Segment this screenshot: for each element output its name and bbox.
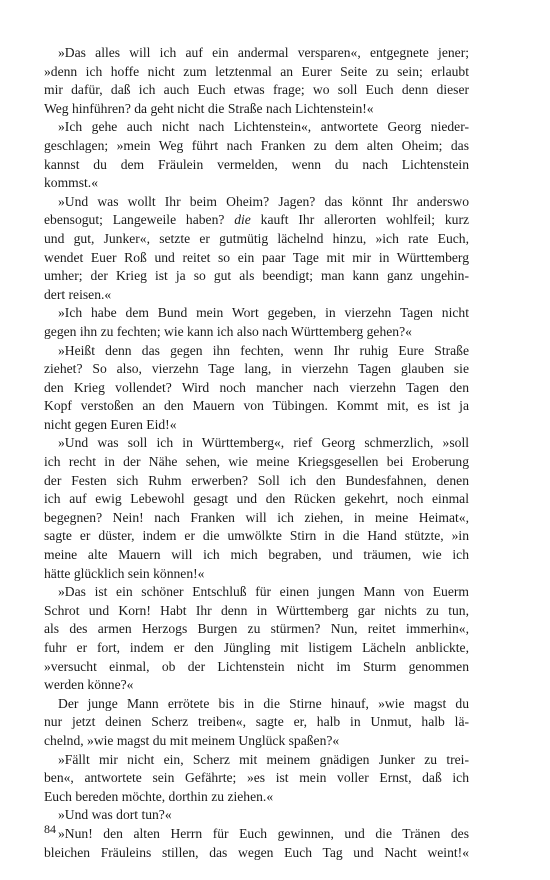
text-line: dert reisen.« — [44, 286, 112, 302]
text-line: chelnd, »wie magst du mit meinem Unglück spaßen?« — [44, 732, 340, 748]
text-line: meine alte Mauern will ich mich begraben, und träumen, wie ich — [44, 547, 469, 563]
text-line: »versucht einmal, ob der Lichtenstein nicht im Sturm genommen — [44, 658, 469, 674]
paragraph — [44, 304, 469, 341]
text-line: nicht gegen Euren Eid!« — [44, 416, 177, 432]
text-line: ben«, antwortete sein Gefährte; »es ist mein voller Ernst, daß ich — [44, 770, 469, 786]
text-line: »Und was wollt Ihr beim Oheim? Jagen? das könnt Ihr anderswo — [58, 193, 469, 209]
text-line: geschlagen; »mein Weg führt nach Franken zu dem alten Oheim; das — [44, 137, 469, 153]
text-line: Weg hinführen? da geht nicht die Straße nach Lichtenstein!« — [44, 100, 374, 116]
text-line: ebensogut; Langeweile haben? die kauft Ihr allerorten wohlfeil; kurz — [44, 212, 469, 228]
text-line: Euch bereden möchte, dorthin zu ziehen.« — [44, 788, 274, 804]
text-line: »Heißt denn das gegen ihn fechten, wenn Ihr ruhig Eure Straße — [58, 342, 469, 358]
text-line: umher; der Krieg ist ja so gut als beendigt; man kann ganz ungehin- — [44, 268, 469, 284]
text-line: werden könne?« — [44, 677, 134, 693]
text-line: sagte er düster, indem er die umwölkte Stirn in die Hand stützte, »in — [44, 528, 469, 544]
text-line: der Festen sich Ruhm erwerben? Soll ich den Bundesfahnen, denen — [44, 472, 469, 488]
page-number: 84 — [44, 822, 56, 836]
text-line: Schrot und Korn! Habt Ihr denn in Württemberg gar nichts zu tun, — [44, 602, 469, 618]
paragraph — [44, 342, 469, 435]
text-line: »denn ich hoffe nicht zum letztenmal an Eurer Seite zu sein; erlaubt — [44, 63, 469, 79]
text-line: ich auf ewig Lebewohl gesagt und den Rücken gekehrt, noch einmal — [44, 491, 469, 507]
text-line: Der junge Mann errötete bis in die Stirne hinauf, »wie magst du — [58, 695, 469, 711]
text-line: »Und was soll ich in Württemberg«, rief Georg schmerzlich, »soll — [58, 435, 469, 451]
text-line: kannst du dem Fräulein vermelden, wenn du nach Lichtenstein — [44, 156, 469, 172]
paragraph — [44, 434, 469, 583]
text-line: mir dafür, daß ich auch Euch etwas frage; wo soll Euch denn dieser — [44, 82, 469, 98]
text-line: »Ich habe dem Bund mein Wort gegeben, in vierzehn Tagen nicht — [58, 305, 469, 321]
text-line: gegen ihn zu fechten; wie kann ich also nach Württemberg gehen?« — [44, 323, 412, 339]
text-line: den Krieg vollendet? Wird noch mancher nach vierzehn Tagen den — [44, 379, 469, 395]
text-line: »Das ist ein schöner Entschluß für einen jungen Mann von Euerm — [58, 584, 469, 600]
text-line: »Fällt mir nicht ein, Scherz mit meinem gnädigen Junker zu trei- — [58, 751, 469, 767]
text-line: als des armen Herzogs Burgen zu stürmen? Nun, reitet immerhin«, — [44, 621, 469, 637]
text-line: wendet Euer Roß und reitet so ein paar Tage mit mir in Württemberg — [44, 249, 469, 265]
text-line: Kopf verstoßen an den Mauern von Tübingen. Kommt mit, es ist ja — [44, 398, 469, 414]
text-line: hätte glücklich sein können!« — [44, 565, 205, 581]
paragraph — [44, 695, 469, 751]
paragraph — [44, 806, 469, 825]
text-line: bleichen Fräuleins stillen, das wegen Euch Tag und Nacht weint!« — [44, 844, 469, 860]
paragraph — [44, 118, 469, 192]
text-line: begegnen? Nein! nach Franken will ich ziehen, in meine Heimat«, — [44, 509, 469, 525]
text-line: ich recht in der Nähe sehen, wie meine Kriegsgesellen bei Eroberung — [44, 454, 469, 470]
text-line: nur jetzt deinen Scherz treiben«, sagte er, halb in Unmut, halb lä- — [44, 714, 469, 730]
paragraph — [44, 751, 469, 807]
text-line: kommst.« — [44, 175, 99, 191]
text-line: »Nun! den alten Herrn für Euch gewinnen, und die Tränen des — [58, 825, 469, 841]
paragraph — [44, 44, 469, 118]
text-line: fuhr er fort, indem er den Jüngling mit listigem Lächeln anblickte, — [44, 640, 469, 655]
text-line: »Und was dort tun?« — [58, 807, 172, 823]
text-line: ziehet? So also, vierzehn Tage lang, in vierzehn Tagen glauben sie — [44, 361, 469, 377]
paragraph — [44, 193, 469, 305]
body-text — [44, 44, 469, 862]
text-line: »Das alles will ich auf ein andermal versparen«, entgegnete jener; — [58, 45, 469, 60]
paragraph — [44, 825, 469, 862]
paragraph — [44, 583, 469, 695]
text-line: »Ich gehe auch nicht nach Lichtenstein«, antwortete Georg nieder- — [58, 119, 469, 135]
text-line: und gut, Junker«, setzte er gutmütig lächelnd hinzu, »ich rate Euch, — [44, 230, 469, 246]
